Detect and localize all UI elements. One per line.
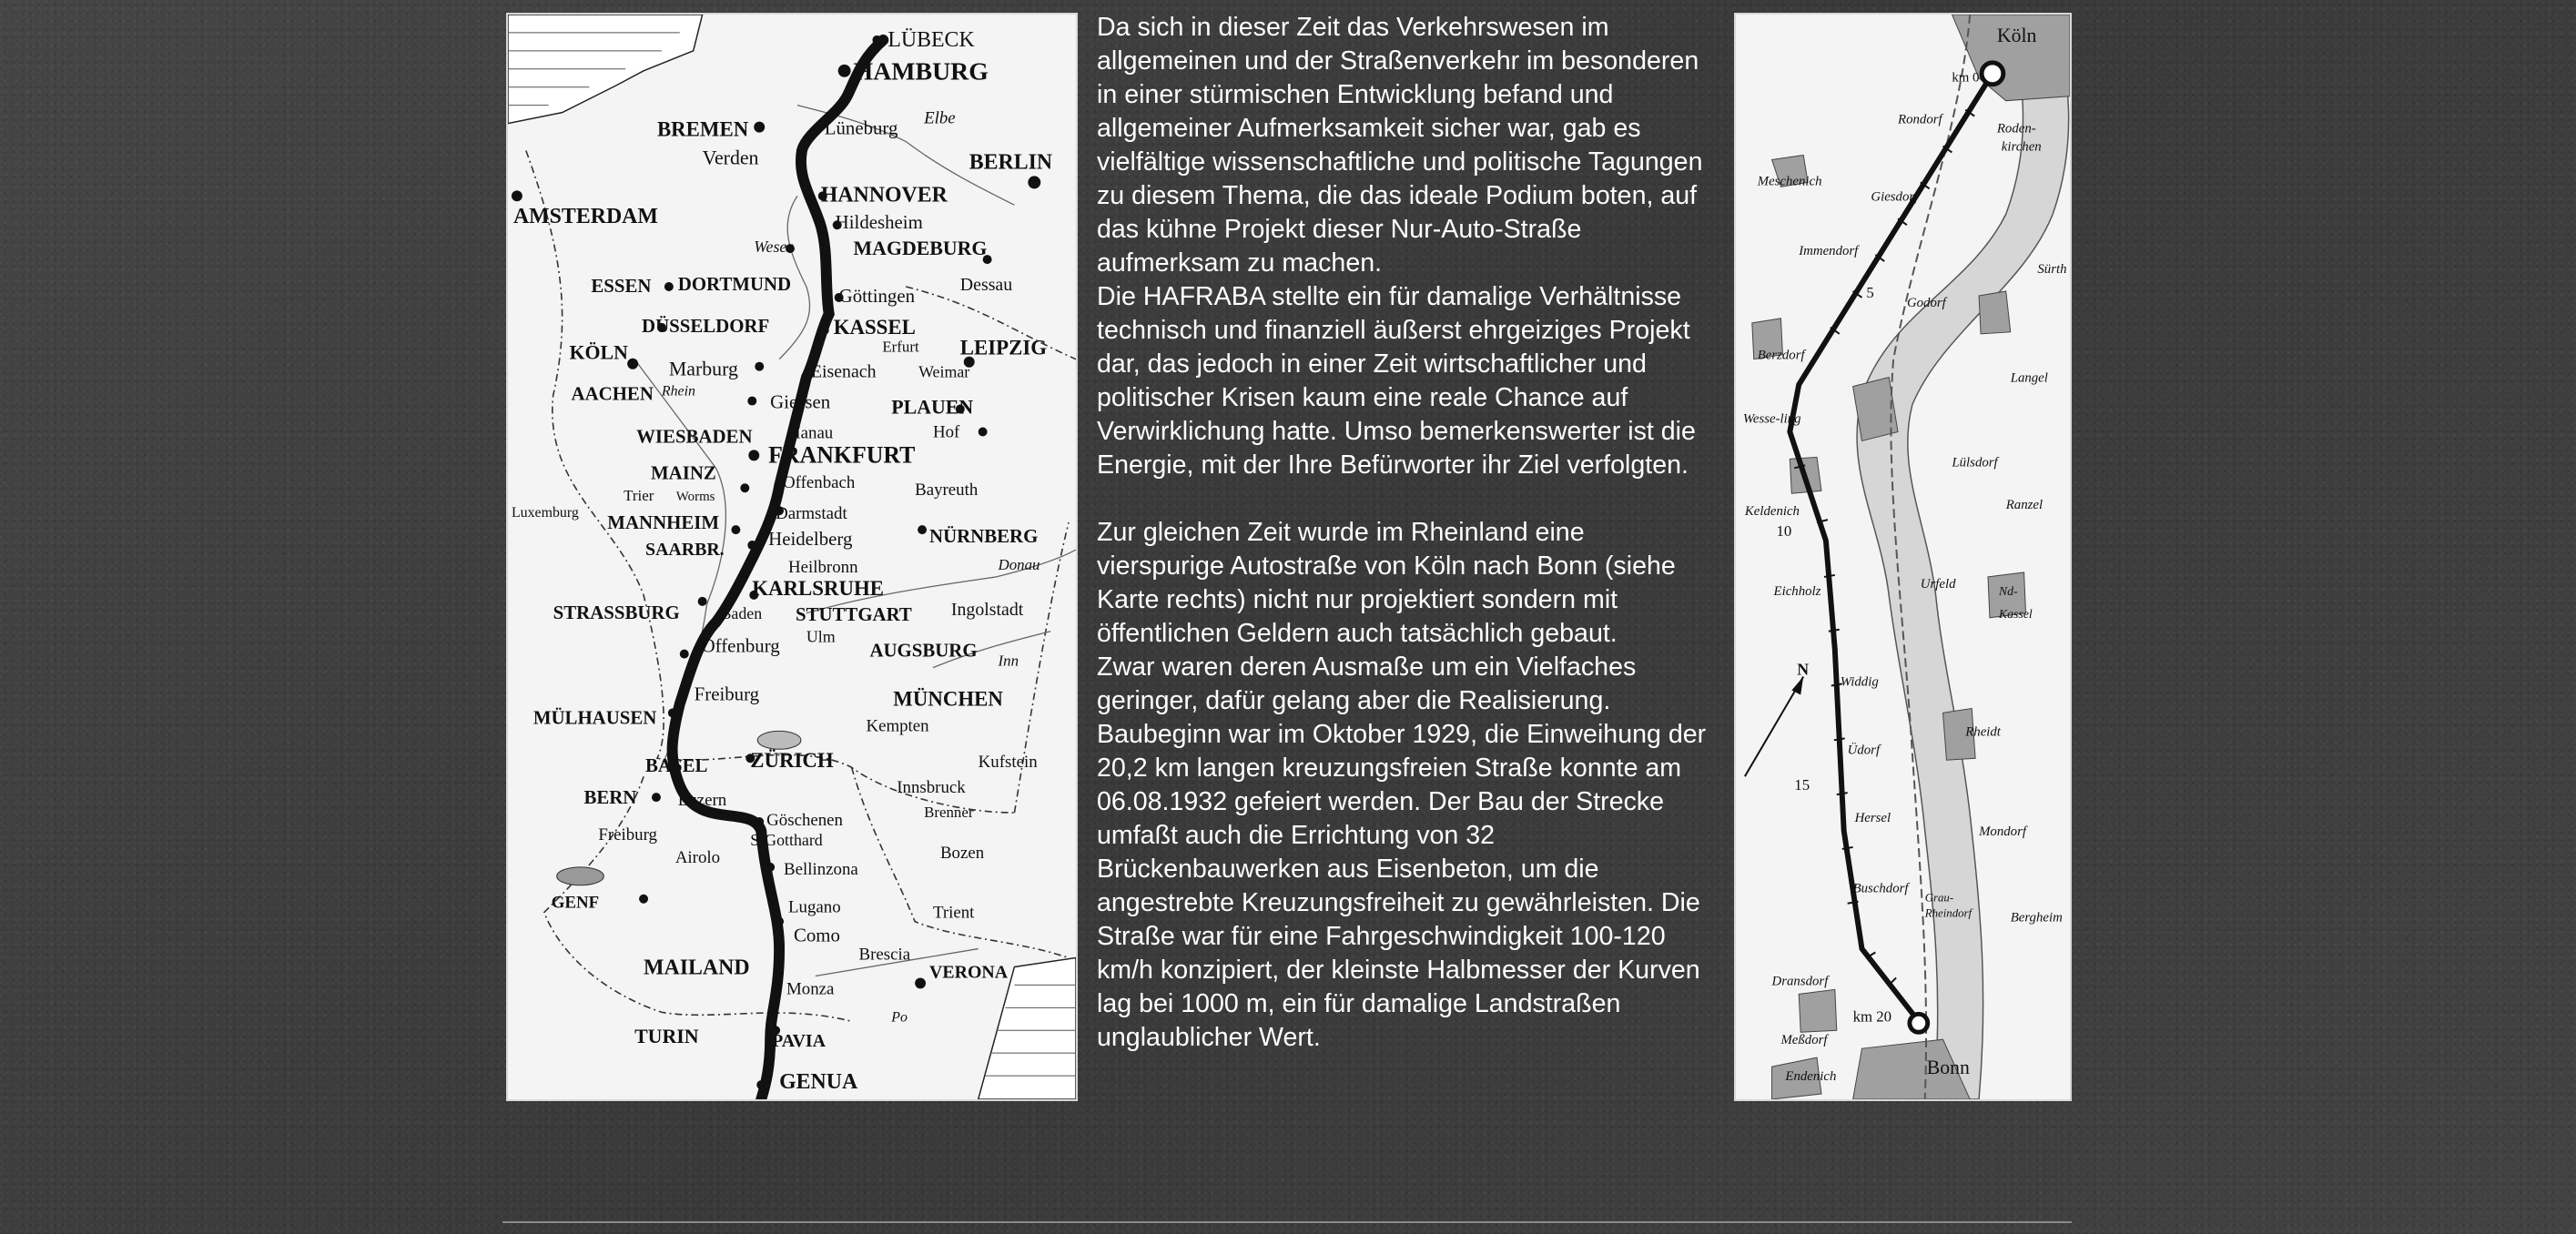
label-bayreuth: Bayreuth — [915, 480, 979, 501]
label-hanau: Hanau — [788, 423, 834, 443]
label-hannover: HANNOVER — [820, 183, 948, 207]
label-pavia: PAVIA — [772, 1031, 827, 1052]
label-eisenach: Eisenach — [810, 361, 877, 382]
paragraph-koeln-bonn-road: Zur gleichen Zeit wurde im Rheinland eine vierspurige Autostraße von Köln nach Bonn (siehe Karte rechts) nicht nur projektiert sondern mit öffentlichen Geldern auch tatsächlich gebaut. — [1097, 518, 1676, 648]
paragraph-construction-details: Zwar waren deren Ausmaße um ein Vielfaches geringer, dafür gelang aber die Realisierung. Baubeginn war im Oktober 1929, die Einweihung der 20,2 km langen kreuzungsfreien Straße konnte am 06.08.1932 gefeiert werden. Der Bau der Strecke umfaßt auch die Errichtung von 32 Brückenbauwerken aus Eisenbeton, um die angestrebte Kreuzungsfreiheit zu gewährleisten. Die Straße war für eine Fahrgeschwindigkeit 100-120 km/h konzipiert, der kleinste Halbmesser der Kurven lag bei 1000 m, ein für damalige Landstraßen unglaublicher Wert. — [1097, 652, 1707, 1052]
label-bergheim: Bergheim — [2010, 910, 2063, 926]
label-genf: GENF — [551, 893, 600, 913]
label-north: N — [1797, 660, 1810, 679]
label-offenburg: Offenburg — [701, 634, 780, 657]
label-goettingen: Göttingen — [838, 284, 916, 307]
paragraph-spacer — [1097, 482, 1716, 516]
label-km0: km 0 — [1952, 70, 1980, 86]
label-basel: BASEL — [645, 754, 708, 777]
label-weimar: Weimar — [918, 362, 970, 381]
bonn-junction-icon — [1910, 1014, 1928, 1032]
label-stuttgart: STUTTGART — [795, 602, 912, 625]
label-rondorf: Rondorf — [1898, 112, 1942, 127]
label-aachen: AACHEN — [571, 382, 654, 405]
label-offenbach: Offenbach — [783, 473, 856, 493]
label-niederkassel-1: Nd- — [1998, 584, 2018, 599]
label-duesseldorf: DÜSSELDORF — [642, 314, 770, 337]
label-grau-rheindorf-2: Rheindorf — [1924, 906, 1973, 920]
label-freiburg-germany: Freiburg — [694, 683, 760, 705]
label-km5: 5 — [1866, 283, 1874, 301]
hafraba-map-drawing — [508, 15, 1076, 1099]
label-kassel: KASSEL — [833, 315, 916, 339]
label-meschenich: Meschenich — [1757, 174, 1822, 189]
label-verona: VERONA — [929, 962, 1009, 983]
label-donau: Donau — [998, 555, 1040, 573]
label-langel: Langel — [2010, 370, 2048, 386]
label-brescia: Brescia — [858, 945, 911, 965]
label-berzdorf: Berzdorf — [1757, 348, 1805, 363]
label-grau-rheindorf-1: Grau- — [1924, 891, 1954, 905]
label-hof: Hof — [933, 422, 960, 442]
label-buschdorf: Buschdorf — [1852, 881, 1909, 896]
label-plauen: PLAUEN — [891, 395, 974, 419]
label-rodenkirchen-1: Roden- — [1996, 121, 2036, 137]
label-muenchen: MÜNCHEN — [893, 687, 1003, 711]
label-immendorf: Immendorf — [1799, 244, 1859, 259]
label-luelsdorf: Lülsdorf — [1952, 455, 1998, 470]
label-km20: km 20 — [1852, 1007, 1892, 1026]
label-baden: Baden — [720, 603, 763, 622]
label-st-gotthard: S!Gotthard — [750, 830, 823, 849]
label-monza: Monza — [786, 979, 835, 999]
label-rheidt: Rheidt — [1965, 724, 2001, 740]
lake-geneva — [557, 867, 604, 885]
label-genua: GENUA — [779, 1070, 858, 1095]
label-giesdorf: Giesdorf — [1871, 189, 1919, 205]
label-dransdorf: Dransdorf — [1771, 974, 1829, 989]
label-km10: 10 — [1776, 522, 1792, 541]
label-innsbruck: Innsbruck — [897, 778, 966, 798]
label-mannheim: MANNHEIM — [607, 511, 720, 534]
label-frankfurt: FRANKFURT — [768, 441, 916, 469]
label-wiesbaden: WIESBADEN — [636, 425, 753, 448]
label-essen: ESSEN — [591, 274, 652, 297]
label-mondorf: Mondorf — [1979, 824, 2026, 839]
label-kempten: Kempten — [866, 716, 929, 736]
lake-constance — [757, 731, 801, 749]
label-magdeburg: MAGDEBURG — [853, 237, 988, 260]
koeln-junction-icon — [1982, 63, 2003, 85]
label-km15: 15 — [1794, 776, 1810, 794]
label-brenner: Brenner — [924, 804, 974, 822]
label-marburg: Marburg — [668, 357, 738, 380]
label-lugano: Lugano — [788, 897, 841, 917]
label-uedorf: Üdorf — [1847, 743, 1881, 758]
label-niederkassel-2: Kassel — [1998, 607, 2033, 622]
label-messdorf: Meßdorf — [1780, 1033, 1828, 1048]
label-bern: BERN — [583, 786, 637, 809]
label-luebeck: LÜBECK — [887, 27, 975, 52]
label-karlsruhe: KARLSRUHE — [752, 576, 884, 600]
label-godorf: Godorf — [1906, 295, 1946, 310]
label-worms: Worms — [675, 490, 715, 505]
label-bremen: BREMEN — [656, 117, 749, 141]
label-luzern: Luzern — [677, 791, 727, 811]
label-luxemburg: Luxemburg — [511, 505, 579, 521]
label-heidelberg: Heidelberg — [768, 528, 853, 551]
label-giessen: Giessen — [770, 390, 831, 413]
paragraph-public-interest: Da sich in dieser Zeit das Verkehrswesen im allgemeinen und der Straßenverkehr im besonderen in einer stürmischen Entwicklung befand und allgemeiner Aufmerksamkeit sicher war, gab es vielfältige wissenschaftliche und politische Tagungen zu diesem Thema, die das ideale Podium boten, auf das kühne Projekt dieser Nur-Auto-Straße aufmerksam zu machen. — [1097, 13, 1703, 278]
label-suerth: Sürth — [2037, 262, 2067, 278]
rhine-river — [1857, 15, 2069, 1099]
label-kufstein: Kufstein — [978, 753, 1038, 773]
label-widdig: Widdig — [1840, 674, 1879, 690]
label-erfurt: Erfurt — [882, 338, 919, 356]
label-dortmund: DORTMUND — [677, 272, 792, 295]
label-hersel: Hersel — [1854, 810, 1891, 826]
label-ranzel: Ranzel — [2005, 498, 2044, 513]
label-hildesheim: Hildesheim — [835, 211, 923, 234]
label-darmstadt: Darmstadt — [776, 504, 847, 524]
label-eichholz: Eichholz — [1773, 583, 1821, 599]
label-bonn: Bonn — [1926, 1057, 1970, 1079]
label-rhein: Rhein — [661, 383, 695, 400]
article-text — [1097, 11, 1716, 1055]
label-mainz: MAINZ — [650, 461, 716, 484]
label-saarbr: SAARBR. — [645, 539, 725, 561]
label-bellinzona: Bellinzona — [784, 859, 858, 879]
horizontal-divider — [502, 1221, 2072, 1223]
koeln-bonn-map — [1734, 13, 2072, 1101]
label-inn: Inn — [998, 652, 1019, 670]
label-elbe: Elbe — [924, 108, 956, 128]
label-nuernberg: NÜRNBERG — [929, 525, 1039, 548]
label-amsterdam: AMSTERDAM — [512, 205, 658, 229]
label-heilbronn: Heilbronn — [788, 557, 858, 577]
label-koeln: KÖLN — [569, 340, 628, 364]
paragraph-hafraba-project: Die HAFRABA stellte ein für damalige Verhältnisse technisch und finanziell äußerst ehrgeiziges Projekt dar, das jedoch in einer Zeit wirtschaftlicher und politischer Krisen kaum eine reale Chance auf Verwirklichung hatte. Umso bemerkenswerter ist die Energie, mit der Ihre Befürworter ihr Ziel verfolgten. — [1097, 282, 1696, 480]
label-weser: Weser — [754, 238, 794, 257]
label-bozen: Bozen — [939, 843, 985, 863]
label-berlin: BERLIN — [969, 150, 1053, 175]
label-lueneburg: Lüneburg — [824, 116, 898, 139]
label-strassburg: STRASSBURG — [553, 601, 680, 623]
label-urfeld: Urfeld — [1920, 576, 1956, 592]
label-leipzig: LEIPZIG — [959, 336, 1048, 359]
label-zuerich: ZÜRICH — [750, 749, 834, 773]
label-mailand: MAILAND — [644, 956, 750, 980]
label-trient: Trient — [933, 903, 975, 923]
hafraba-route-map — [506, 13, 1078, 1101]
label-ingolstadt: Ingolstadt — [950, 599, 1024, 620]
label-augsburg: AUGSBURG — [869, 639, 978, 662]
label-koeln: Köln — [1996, 24, 2037, 46]
label-ulm: Ulm — [806, 627, 836, 646]
label-trier: Trier — [624, 487, 654, 505]
label-freiburg-swiss: Freiburg — [598, 824, 657, 845]
label-hamburg: HAMBURG — [853, 57, 989, 86]
label-como: Como — [793, 924, 840, 946]
label-dessau: Dessau — [959, 274, 1013, 295]
label-po: Po — [891, 1009, 908, 1026]
label-goeschenen: Göschenen — [766, 810, 843, 831]
label-muelhausen: MÜLHAUSEN — [532, 706, 657, 729]
label-turin: TURIN — [634, 1025, 699, 1048]
label-keldenich: Keldenich — [1744, 504, 1800, 520]
koeln-bonn-map-drawing — [1736, 15, 2070, 1099]
label-endenich: Endenich — [1785, 1069, 1837, 1085]
label-wesseling: Wesse-ling — [1742, 411, 1801, 427]
label-rodenkirchen-2: kirchen — [2001, 139, 2042, 155]
label-airolo: Airolo — [674, 847, 721, 867]
label-verden: Verden — [702, 146, 759, 169]
